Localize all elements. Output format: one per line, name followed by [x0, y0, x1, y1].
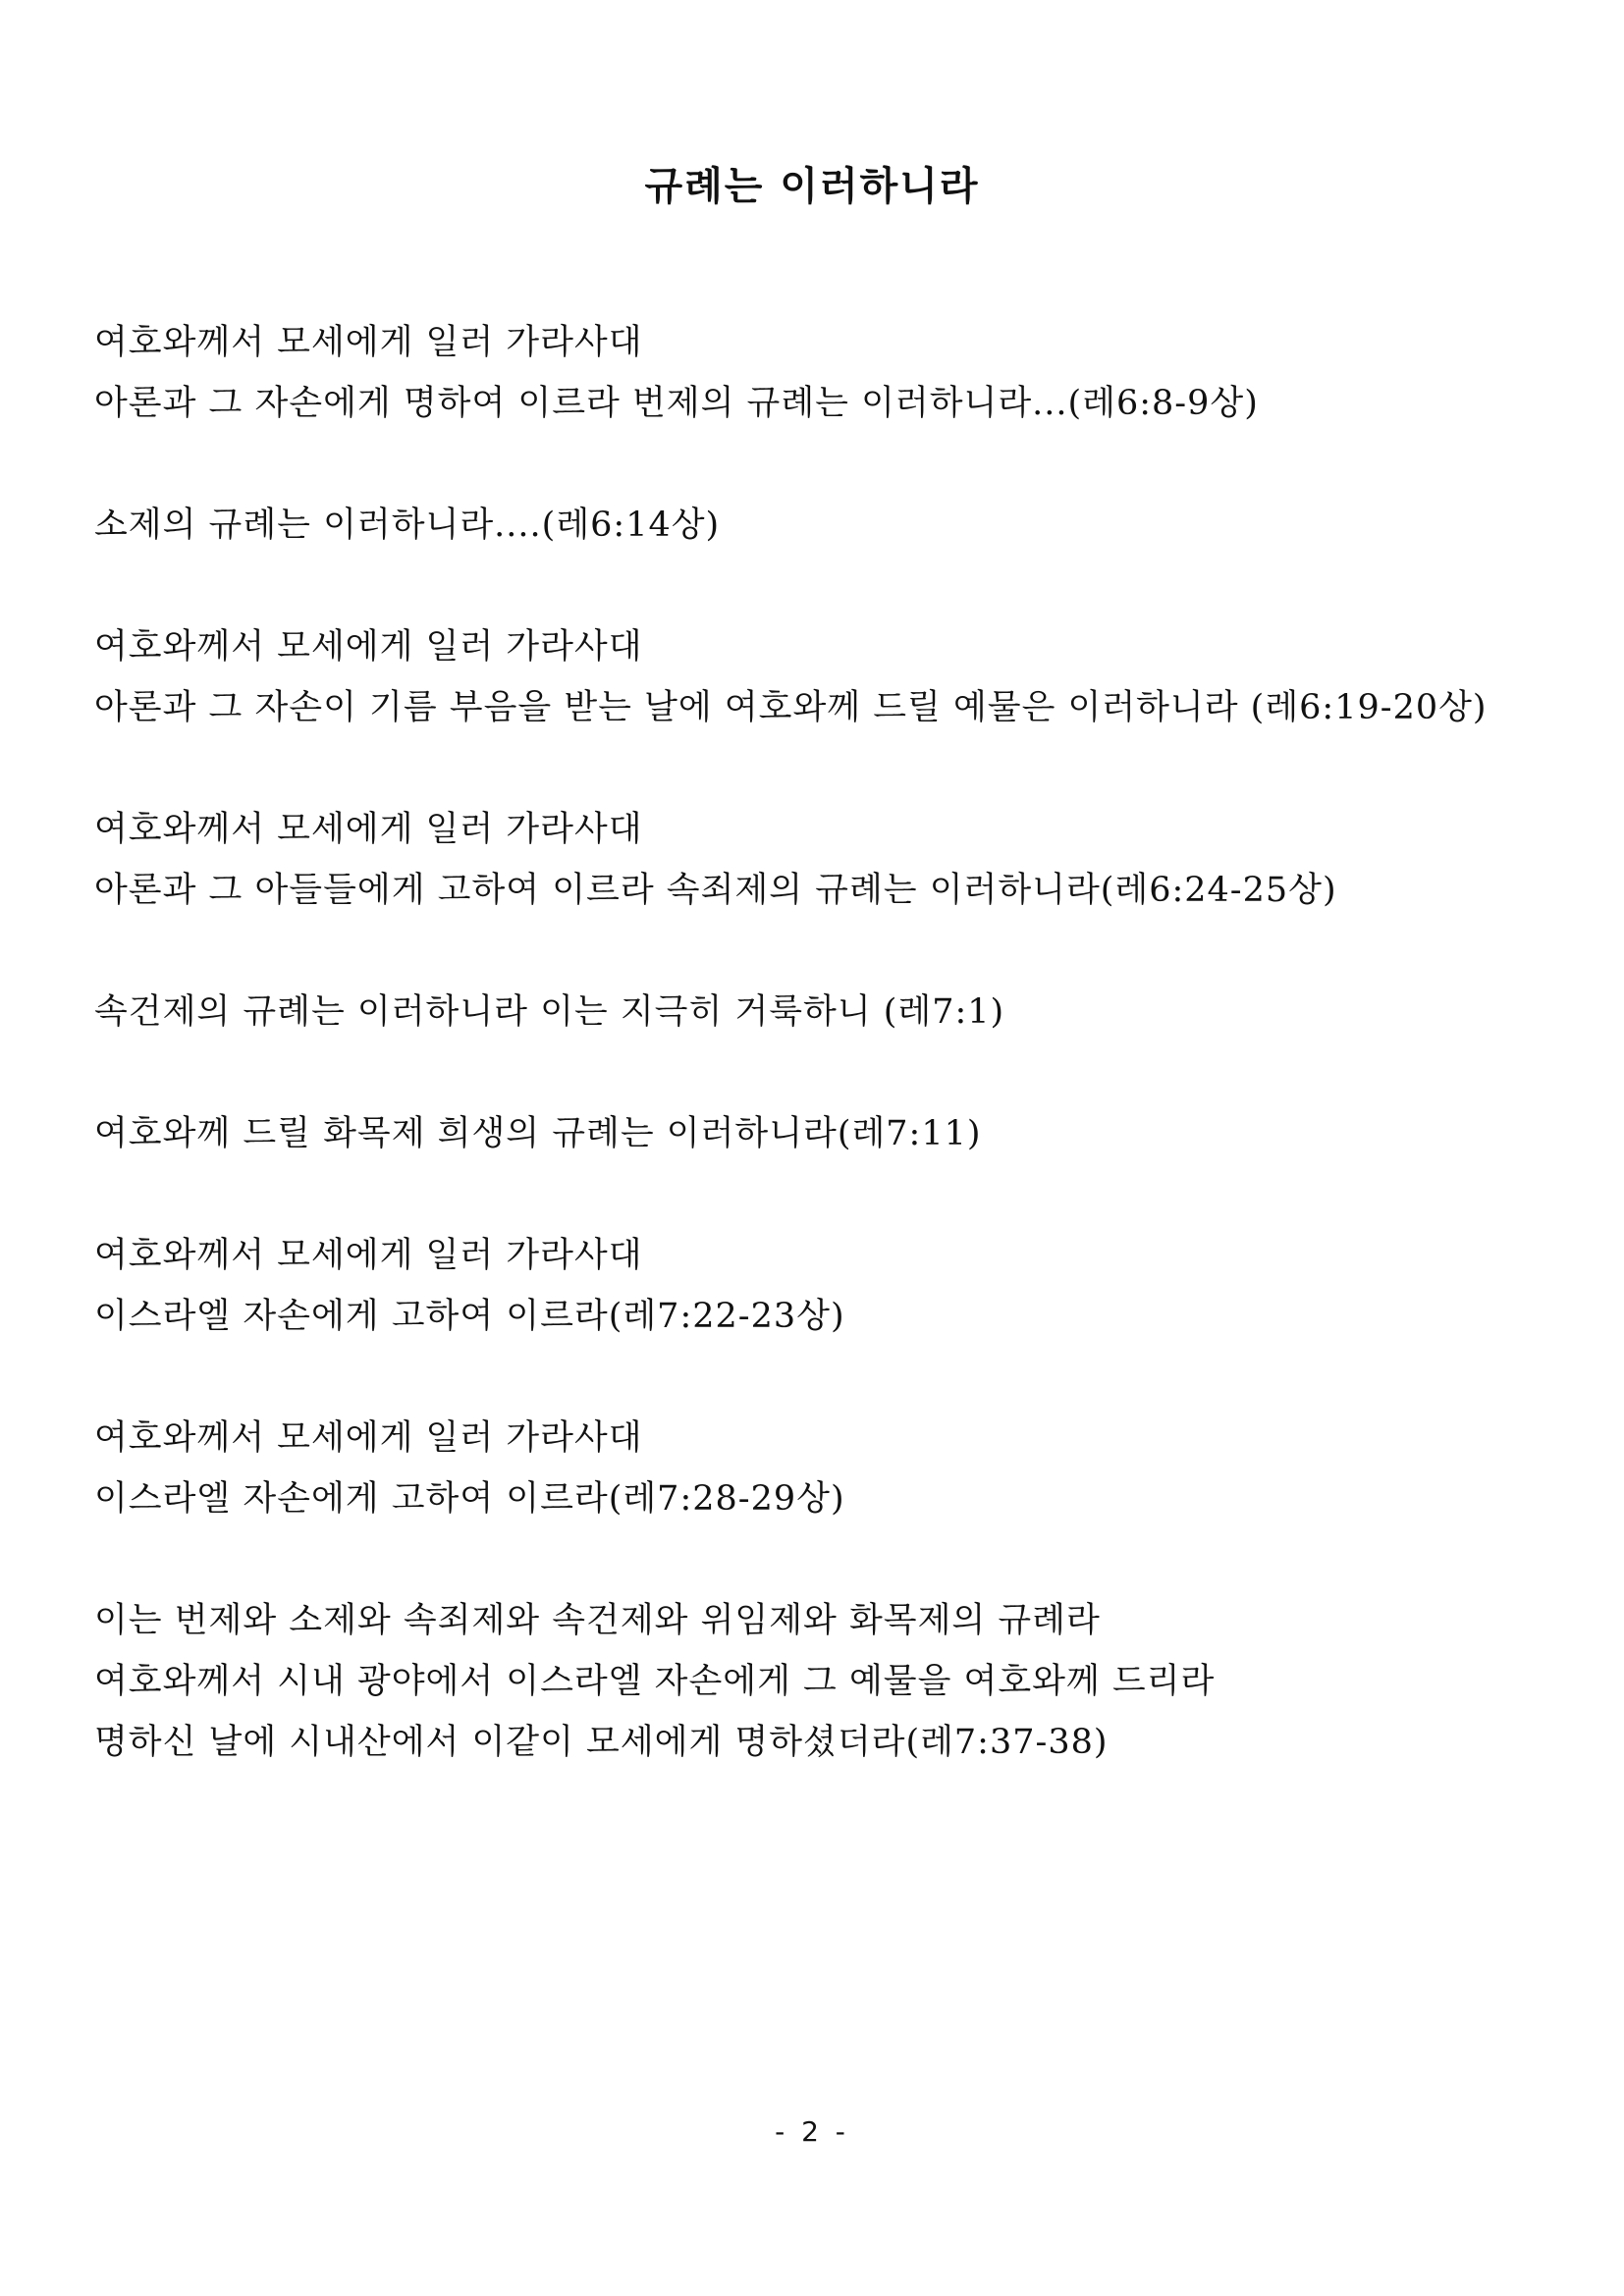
- paragraph-6: [94, 1103, 1508, 1164]
- paragraph-4: [94, 799, 1508, 921]
- text-line: 여호와께서 모세에게 일러 가라사대: [94, 627, 643, 667]
- text-line: 여호와께 드릴 화목제 희생의 규례는 이러하니라(레7:11): [94, 1114, 982, 1153]
- text-line: 여호와께서 모세에게 일러 가라사대: [94, 1418, 643, 1458]
- paragraph-7: [94, 1225, 1508, 1347]
- paragraph-9: [94, 1590, 1508, 1773]
- text-line: 아론과 그 자손이 기름 부음을 받는 날에 여호와께 드릴 예물은 이러하니라 (레6:19-20상): [94, 688, 1488, 727]
- text-line: 명하신 날에 시내산에서 이같이 모세에게 명하셨더라(레7:37-38): [94, 1723, 1109, 1762]
- text-line: 여호와께서 모세에게 일러 가라사대: [94, 1236, 643, 1275]
- text-line: 여호와께서 모세에게 일러 가라사대: [94, 323, 643, 362]
- text-line: 이스라엘 자손에게 고하여 이르라(레7:22-23상): [94, 1297, 845, 1336]
- page-title: 규례는 이러하니라: [644, 163, 980, 209]
- text-line: 이는 번제와 소제와 속죄제와 속건제와 위임제와 화목제의 규례라: [94, 1601, 1101, 1640]
- text-line: 여호와께서 시내 광야에서 이스라엘 자손에게 그 예물을 여호와께 드리라: [94, 1662, 1216, 1701]
- paragraph-3: [94, 616, 1508, 738]
- paragraph-8: [94, 1408, 1508, 1529]
- page-number: - 2 -: [775, 2115, 849, 2148]
- text-line: 아론과 그 자손에게 명하여 이르라 번제의 규례는 이러하니라...(레6:8-9상): [94, 384, 1259, 423]
- paragraph-2: [94, 495, 1508, 556]
- text-line: 소제의 규례는 이러하니라....(레6:14상): [94, 506, 721, 545]
- text-line: 아론과 그 아들들에게 고하여 이르라 속죄제의 규례는 이러하니라(레6:24-25상): [94, 871, 1337, 910]
- document-body: [94, 312, 1508, 1834]
- text-line: 속건제의 규례는 이러하니라 이는 지극히 거룩하니 (레7:1): [94, 992, 1005, 1032]
- text-line: 여호와께서 모세에게 일러 가라사대: [94, 810, 643, 849]
- paragraph-1: [94, 312, 1508, 434]
- text-line: 이스라엘 자손에게 고하여 이르라(레7:28-29상): [94, 1479, 845, 1519]
- paragraph-5: [94, 982, 1508, 1042]
